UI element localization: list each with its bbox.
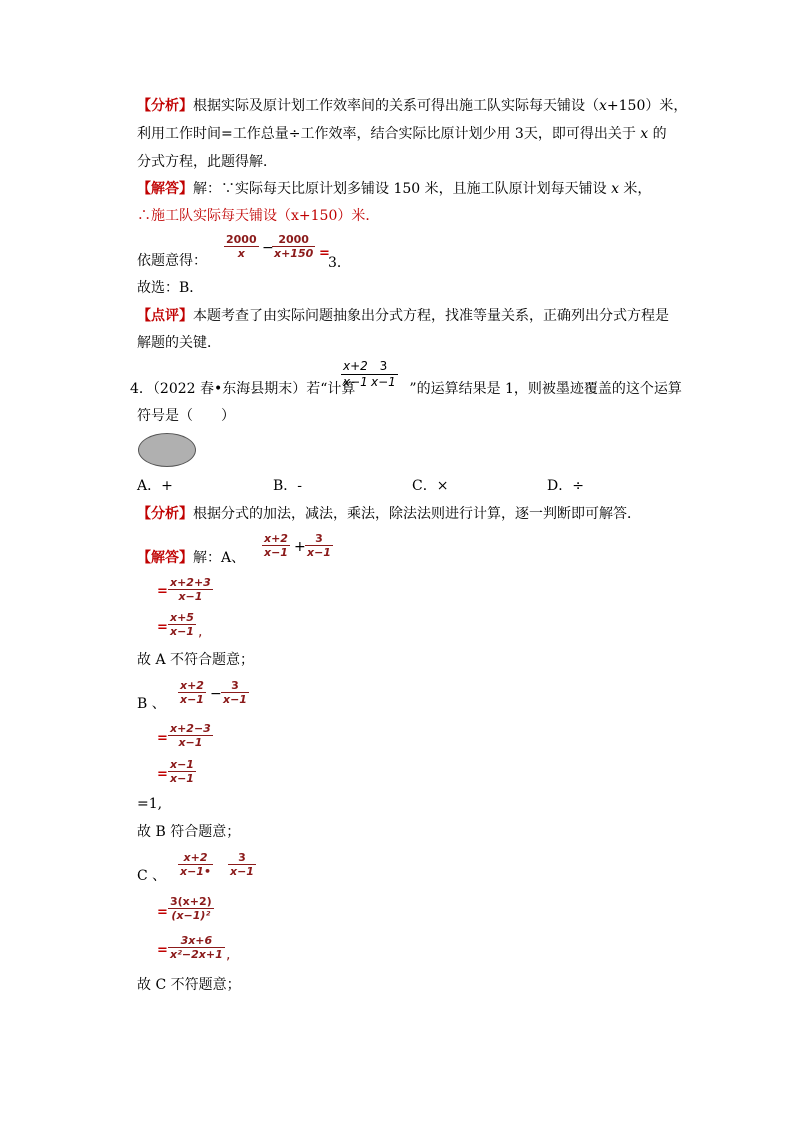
a-step2-fraction: x+5 x−1 [170, 611, 194, 638]
a-fraction-2: 3 x−1 [307, 532, 331, 559]
stem-fraction-1: x+2 x−1 [343, 359, 368, 389]
analysis-tag: 【分析】 [137, 98, 193, 114]
c-fraction-1: x+2 x−1• [180, 851, 211, 878]
prev-analysis-line-1: 【分析】根据实际及原计划工作效率间的关系可得出施工队实际每天铺设（x+150）米， [137, 98, 688, 114]
solution-analysis-tag: 【分析】 [137, 506, 193, 522]
comment-line-1: 【点评】本题考查了由实际问题抽象出分式方程，找准等量关系，正确列出分式方程是 [137, 308, 669, 324]
a-step2-equals: = [157, 620, 168, 635]
solution-answer-a-label: 【解答】解：A、 [137, 550, 246, 566]
prev-answer-line-1: 【解答】解：∵实际每天比原计划多铺设 150 米，且施工队原计划每天铺设 x 米， [137, 181, 652, 197]
a-conclusion: 故 A 不符合题意； [137, 652, 255, 668]
a-step1-fraction: x+2+3 x−1 [170, 576, 211, 603]
solution-answer-tag: 【解答】 [137, 550, 193, 566]
b-conclusion: 故 B 符合题意； [137, 824, 241, 840]
c-conclusion: 故 C 不符题意； [137, 977, 241, 993]
fraction-2000-over-x: 2000 x [226, 233, 257, 260]
equals-sign: = [319, 246, 330, 261]
a-step1-equals: = [157, 584, 168, 599]
option-c: C．× [412, 478, 449, 494]
ink-blot-image [138, 433, 196, 467]
c-step1-fraction: 3(x+2) (x−1)² [170, 895, 212, 922]
c-step2-equals: = [157, 943, 168, 958]
solution-analysis-line: 【分析】根据分式的加法，减法，乘法，除法法则进行计算，逐一判断即可解答． [137, 506, 641, 522]
b-step2-fraction: x−1 x−1 [170, 758, 194, 785]
b-fraction-2: 3 x−1 [223, 679, 247, 706]
option-d: D．÷ [547, 478, 584, 494]
equation-intro: 依题意得： [137, 253, 207, 269]
c-label: C 、 [137, 868, 167, 884]
prev-analysis-line-2: 利用工作时间=工作总量÷工作效率，结合实际比原计划少用 3天，即可得出关于 x 的 [137, 126, 667, 142]
stem-fraction-2: 3 x−1 [371, 359, 396, 389]
b-step2-equals: = [157, 767, 168, 782]
option-b: B．- [273, 478, 303, 494]
option-a: A．+ [137, 478, 173, 494]
b-label: B 、 [137, 696, 166, 712]
comment-line-2: 解题的关键． [137, 335, 221, 351]
question-4-stem-line-1: 4．（2022 春•东海县期末）若“计算 ”的运算结果是 1，则被墨迹覆盖的这个运算 [130, 381, 682, 397]
b-step1-fraction: x+2−3 x−1 [170, 722, 211, 749]
c-fraction-2: 3 x−1 [230, 851, 254, 878]
choice-line: 故选：B． [137, 280, 204, 296]
minus-sign: − [262, 240, 274, 256]
b-step1-equals: = [157, 731, 168, 746]
c-step2-comma: , [226, 947, 231, 963]
question-4-stem-line-2: 符号是（ ） [137, 408, 235, 424]
b-fraction-1: x+2 x−1 [180, 679, 204, 706]
a-fraction-1: x+2 x−1 [264, 532, 288, 559]
equation-rhs: 3． [328, 255, 351, 271]
prev-analysis-line-3: 分式方程，此题得解． [137, 154, 277, 170]
a-step2-comma: , [198, 624, 203, 640]
c-step2-fraction: 3x+6 x²−2x+1 [170, 934, 223, 961]
c-step1-equals: = [157, 905, 168, 920]
answer-tag: 【解答】 [137, 181, 193, 197]
comment-tag: 【点评】 [137, 308, 193, 324]
prev-answer-line-2: ∴施工队实际每天铺设（x+150）米． [137, 208, 380, 224]
b-step3: =1, [137, 796, 163, 812]
b-minus-sign: − [210, 686, 222, 702]
plus-sign: + [294, 539, 306, 555]
fraction-2000-over-x150: 2000 x+150 [274, 233, 314, 260]
